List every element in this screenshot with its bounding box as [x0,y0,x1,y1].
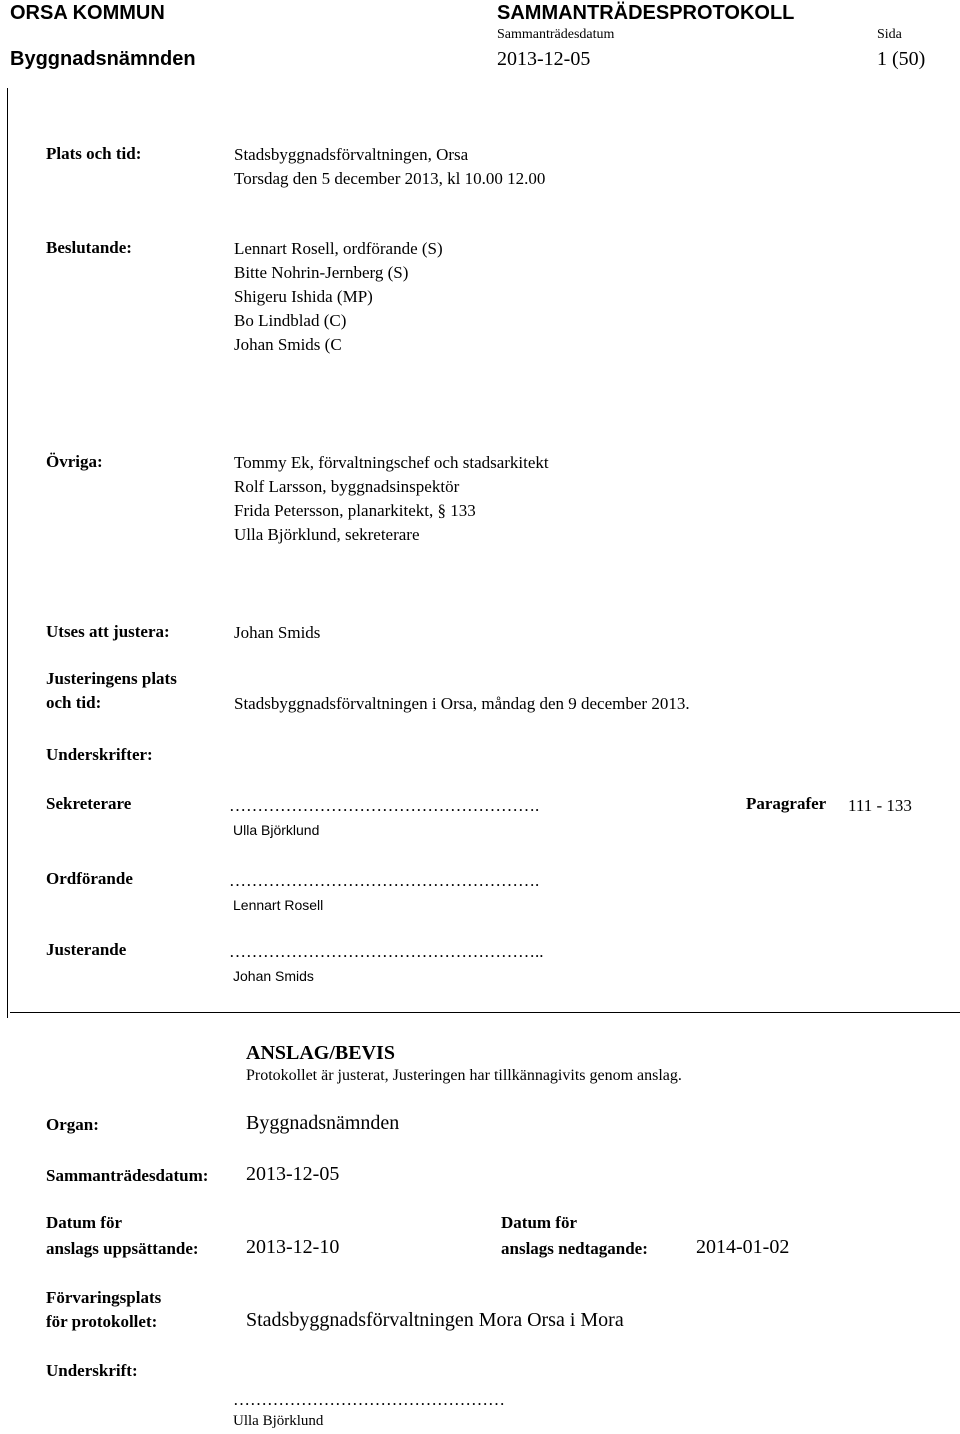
signature-line: ………………………………………… [233,1390,505,1409]
deciding-member: Johan Smids (C [234,335,342,354]
deciding-member: Bitte Nohrin-Jernberg (S) [234,263,409,282]
adjust-value: Johan Smids [234,623,321,642]
adjust-place-label-1: Justeringens plats [46,669,177,688]
date-label: Sammanträdesdatum [497,27,615,42]
posting-date: 2013-12-10 [246,1236,340,1258]
signatures-title: Underskrifter: [46,745,153,764]
meeting-date-value: 2013-12-05 [246,1163,340,1185]
doc-type: SAMMANTRÄDESPROTOKOLL [497,2,795,24]
section-divider [10,1012,960,1013]
chair-label: Ordförande [46,869,133,888]
adjust-place-label-2: och tid: [46,693,102,712]
left-margin-rule [7,88,8,1018]
paragraphs-value: 111 - 133 [848,796,912,815]
posting-label-1: Datum för [46,1213,123,1232]
adjuster-label: Justerande [46,940,127,959]
paragraphs-label: Paragrafer [746,794,827,813]
meeting-date-label: Sammanträdesdatum: [46,1166,209,1185]
secretary-name: Ulla Björklund [233,822,320,838]
page-number: 1 (50) [877,48,926,70]
place-label: Plats och tid: [46,144,142,163]
place-line-2: Torsdag den 5 december 2013, kl 10.00 12.00 [234,169,546,188]
chair-name: Lennart Rosell [233,897,324,913]
storage-value: Stadsbyggnadsförvaltningen Mora Orsa i Mora [246,1309,624,1331]
deciding-member: Lennart Rosell, ordförande (S) [234,239,443,258]
notice-title: ANSLAG/BEVIS [246,1042,395,1064]
storage-label-2: för protokollet: [46,1312,158,1331]
others-label: Övriga: [46,452,103,471]
organ-value: Byggnadsnämnden [246,1112,400,1134]
adjuster-signature-line: ……………………………………………….. [229,942,544,961]
other-attendee: Tommy Ek, förvaltningschef och stadsarkitekt [234,453,549,472]
adjust-place-value: Stadsbyggnadsförvaltningen i Orsa, måndag den 9 december 2013. [234,694,690,713]
other-attendee: Frida Petersson, planarkitekt, § 133 [234,501,476,520]
page-label: Sida [877,27,902,42]
deciding-member: Bo Lindblad (C) [234,311,347,330]
secretary-signature-line: ………………………………………………. [229,796,540,815]
adjuster-name: Johan Smids [233,968,314,984]
adjust-label: Utses att justera: [46,622,170,641]
posting-label-2: anslags uppsättande: [46,1239,199,1258]
org-name: ORSA KOMMUN [10,2,165,24]
organ-label: Organ: [46,1115,99,1134]
chair-signature-line: ………………………………………………. [229,871,540,890]
removal-label-2: anslags nedtagande: [501,1239,648,1258]
removal-label-1: Datum för [501,1213,578,1232]
deciding-label: Beslutande: [46,238,132,257]
place-line-1: Stadsbyggnadsförvaltningen, Orsa [234,145,469,164]
meeting-date: 2013-12-05 [497,48,591,70]
notice-subtitle: Protokollet är justerat, Justeringen har tillkännagivits genom anslag. [246,1067,682,1084]
removal-date: 2014-01-02 [696,1236,790,1258]
committee-name: Byggnadsnämnden [10,48,196,70]
signature-name: Ulla Björklund [233,1413,324,1429]
secretary-label: Sekreterare [46,794,132,813]
other-attendee: Rolf Larsson, byggnadsinspektör [234,477,460,496]
other-attendee: Ulla Björklund, sekreterare [234,525,420,544]
signature-label: Underskrift: [46,1361,138,1380]
storage-label-1: Förvaringsplats [46,1288,162,1307]
deciding-member: Shigeru Ishida (MP) [234,287,373,306]
